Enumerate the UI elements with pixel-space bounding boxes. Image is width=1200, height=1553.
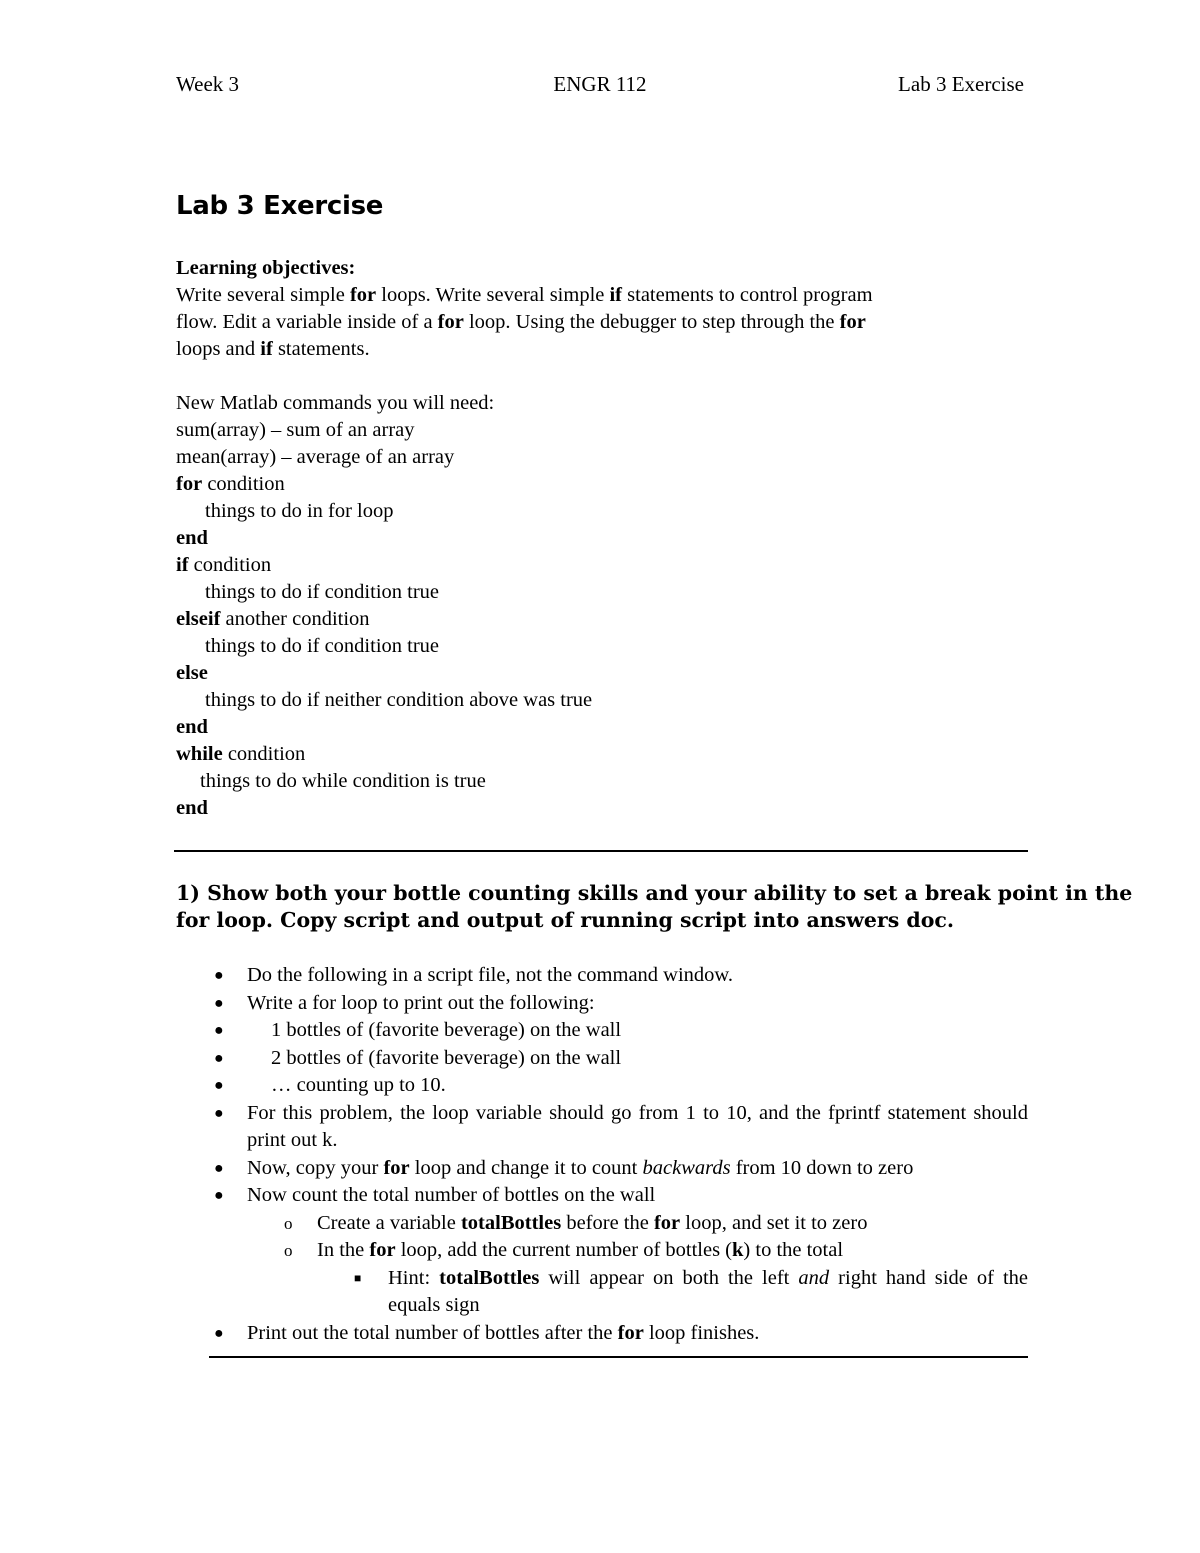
list-item: ● Do the following in a script file, not the command window. [176,962,1028,990]
command-while: while condition [176,743,306,765]
bullet-icon: ● [214,1049,224,1067]
instruction-list [176,962,1028,1347]
section-divider [174,850,1028,852]
command-elseif-body: things to do if condition true [205,635,440,657]
objectives-line-2: flow. Edit a variable inside of a for loop. Using the debugger to step through the for [176,311,866,333]
bullet-icon: ● [214,1159,224,1177]
command-else: else [176,662,208,684]
bullet-icon: ● [214,1187,224,1204]
list-subsubitem: ■ Hint: totalBottles will appear on both the left and right hand side of the equals sign [354,1266,1028,1316]
list-item: ● Now, copy your for loop and change it to count backwards from 10 down to zero [176,1155,1028,1183]
list-item: ● Now count the total number of bottles on the wall [176,1182,1028,1210]
command-mean: mean(array) – average of an array [176,446,455,468]
command-sum: sum(array) – sum of an array [176,419,415,441]
question-line-2: for loop. Copy script and output of running script into answers doc. [176,908,954,932]
command-while-body: things to do while condition is true [200,770,486,792]
list-item: ● Print out the total number of bottles after the for loop finishes. [176,1320,1028,1348]
question-line-1: 1) Show both your bottle counting skills and your ability to set a break point in the [176,881,1133,905]
objectives-line-1: Write several simple for loops. Write several simple if statements to control program [176,284,873,306]
command-end-1: end [176,527,208,549]
bullet-icon: ● [214,1022,224,1039]
square-bullet-icon: ■ [354,1270,362,1285]
command-end-2: end [176,716,208,738]
circle-bullet-icon: o [284,1241,293,1260]
bullet-icon: ● [214,967,224,984]
objectives-line-3: loops and if statements. [176,338,370,360]
list-item: ● 2 bottles of (favorite beverage) on the wall [176,1045,1028,1073]
circle-bullet-icon: o [284,1213,293,1233]
bullet-icon: ● [214,994,224,1012]
commands-section [176,390,1028,822]
bottom-divider [209,1356,1028,1358]
question-1 [176,880,1133,934]
objectives-section [176,255,1028,363]
list-subitem: o In the for loop, add the current number of bottles (k) to the total [176,1237,1028,1265]
objectives-heading: Learning objectives: [176,257,356,279]
command-if-body: things to do if condition true [205,581,440,603]
page-title: Lab 3 Exercise [176,191,384,221]
list-item: ● For this problem, the loop variable should go from 1 to 10, and the fprintf statement should print out k. [214,1101,1028,1151]
bullet-icon: ● [214,1077,224,1094]
list-subitem: o Create a variable totalBottles before the for loop, and set it to zero [176,1210,1028,1238]
command-end-3: end [176,797,208,819]
list-item: ● Write a for loop to print out the following: [176,990,1028,1018]
command-for-body: things to do in for loop [205,500,394,522]
command-else-body: things to do if neither condition above was true [205,689,593,711]
list-item: ● … counting up to 10. [176,1072,1028,1100]
header-week: Week 3 [176,72,240,96]
command-elseif: elseif another condition [176,608,370,630]
command-for: for condition [176,473,285,495]
command-if: if condition [176,554,272,576]
bullet-icon: ● [214,1104,224,1122]
header-course: ENGR 112 [553,72,647,96]
bullet-icon: ● [214,1324,224,1342]
header-lab: Lab 3 Exercise [898,72,1024,96]
commands-intro: New Matlab commands you will need: [176,392,495,414]
list-item: ● 1 bottles of (favorite beverage) on the wall [176,1017,1028,1045]
